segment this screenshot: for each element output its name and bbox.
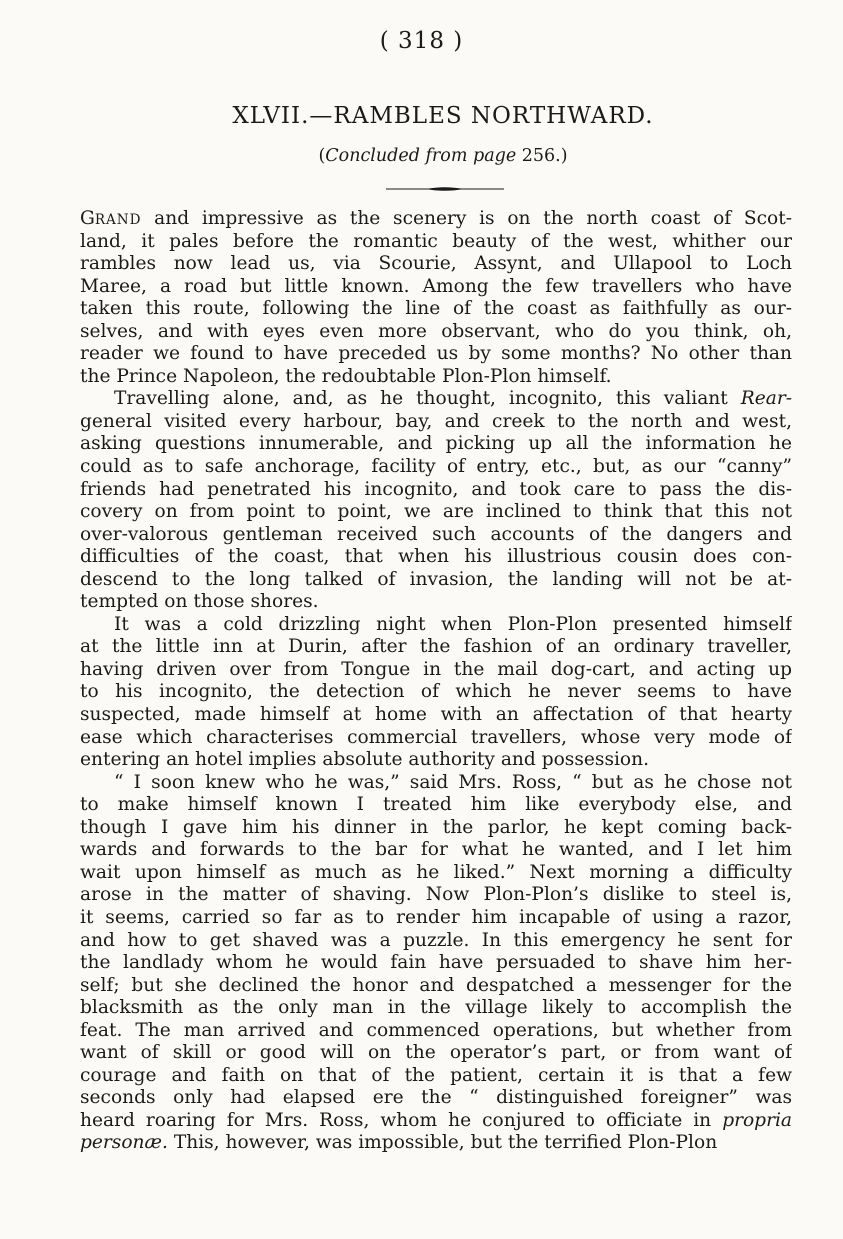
body-line: at the little inn at Durin, after the fashion of an ordinary traveller, <box>80 636 792 658</box>
body-line: taken this route, following the line of the coast as faithfully as our- <box>80 298 792 320</box>
body-line: wards and forwards to the bar for what he wanted, and I let him <box>80 839 792 861</box>
body-line: GRAND and impressive as the scenery is on the north coast of Scot- <box>80 208 792 229</box>
body-line: Maree, a road but little known. Among the few travellers who have <box>80 275 792 297</box>
body-line: courage and faith on that of the patient, certain it is that a few <box>80 1064 792 1086</box>
italic-rear: Rear- <box>740 388 792 410</box>
body-line: and how to get shaved was a puzzle. In this emergency he sent for <box>80 929 792 951</box>
body-line: suspected, made himself at home with an affectation of that hearty <box>80 704 792 726</box>
subtitle-concluded-text: Concluded from page <box>325 146 517 166</box>
body-line: general visited every harbour, bay, and creek to the north and west, <box>80 410 792 432</box>
body-line: “ I soon knew who he was,” said Mrs. Ross, “ but as he chose not <box>114 771 792 793</box>
body-line: friends had penetrated his incognito, and took care to pass the dis- <box>80 478 792 500</box>
body-line: descend to the long talked of invasion, the landing will not be at- <box>80 568 792 590</box>
body-line: rambles now lead us, via Scourie, Assynt, and Ullapool to Loch <box>80 253 792 275</box>
body-line: Travelling alone, and, as he thought, incognito, this valiant Rear- <box>114 388 792 410</box>
body-line: covery on from point to point, we are inclined to think that this not <box>80 501 792 523</box>
body-line: land, it pales before the romantic beauty of the west, whither our <box>80 230 792 252</box>
article-subtitle: (Concluded from page 256.) <box>318 146 568 166</box>
body-line: to make himself known I treated him like everybody else, and <box>80 794 792 816</box>
body-line: over-valorous gentleman received such accounts of the dangers and <box>80 523 792 545</box>
body-line: the Prince Napoleon, the redoubtable Plon-Plon himself. <box>80 365 612 387</box>
body-line: wait upon himself as much as he liked.” Next morning a difficulty <box>80 861 792 883</box>
article-title: XLVII.—RAMBLES NORTHWARD. <box>232 103 654 129</box>
body-line: tempted on those shores. <box>80 591 319 613</box>
body-line: it seems, carried so far as to render him incapable of using a razor, <box>80 906 792 928</box>
body-line: ease which characterises commercial travellers, whose very mode of <box>80 726 792 748</box>
body-line <box>80 1132 792 1155</box>
body-line: heard roaring for Mrs. Ross, whom he conjured to officiate in propria <box>80 1109 792 1131</box>
body-line: though I gave him his dinner in the parlor, he kept coming back- <box>80 816 792 838</box>
body-line: selves, and with eyes even more observant, who do you think, oh, <box>80 320 792 342</box>
body-line: the landlady whom he would fain have persuaded to shave him her- <box>80 952 792 974</box>
body-line: asking questions innumerable, and picking up all the information he <box>80 433 792 455</box>
body-line: arose in the matter of shaving. Now Plon-Plon’s dislike to steel is, <box>80 884 792 906</box>
italic-personae: personæ. <box>80 1132 168 1154</box>
body-line: blacksmith as the only man in the village likely to accomplish the <box>80 997 792 1019</box>
drop-word-initial: G <box>80 208 95 229</box>
italic-propria: propria <box>722 1109 792 1131</box>
body-line: having driven over from Tongue in the mail dog-cart, and acting up <box>80 658 792 680</box>
body-line: seconds only had elapsed ere the “ distinguished foreigner” was <box>80 1087 792 1109</box>
body-line: feat. The man arrived and commenced operations, but whether from <box>80 1019 792 1041</box>
body-line: could as to safe anchorage, facility of entry, etc., but, as our “canny” <box>80 456 792 478</box>
body-line: reader we found to have preceded us by some months? No other than <box>80 343 792 365</box>
subtitle-page-ref: 256. <box>521 146 561 166</box>
body-line: entering an hotel implies absolute authority and possession. <box>80 749 650 771</box>
body-line: difficulties of the coast, that when his illustrious cousin does con- <box>80 546 792 568</box>
body-line: self; but she declined the honor and despatched a messenger for the <box>80 974 792 996</box>
body-line: want of skill or good will on the operator’s part, or from want of <box>80 1042 792 1064</box>
last-line-text: This, however, was impossible, but the terrified Plon-Plon <box>167 1132 718 1154</box>
title-ornament-rule <box>386 186 504 192</box>
page-number: ( 318 ) <box>379 28 464 54</box>
article-body <box>80 208 792 1155</box>
body-line: to his incognito, the detection of which he never seems to have <box>80 681 792 703</box>
body-line: It was a cold drizzling night when Plon-Plon presented himself <box>114 613 792 635</box>
drop-word-rest: RAND <box>94 212 142 228</box>
